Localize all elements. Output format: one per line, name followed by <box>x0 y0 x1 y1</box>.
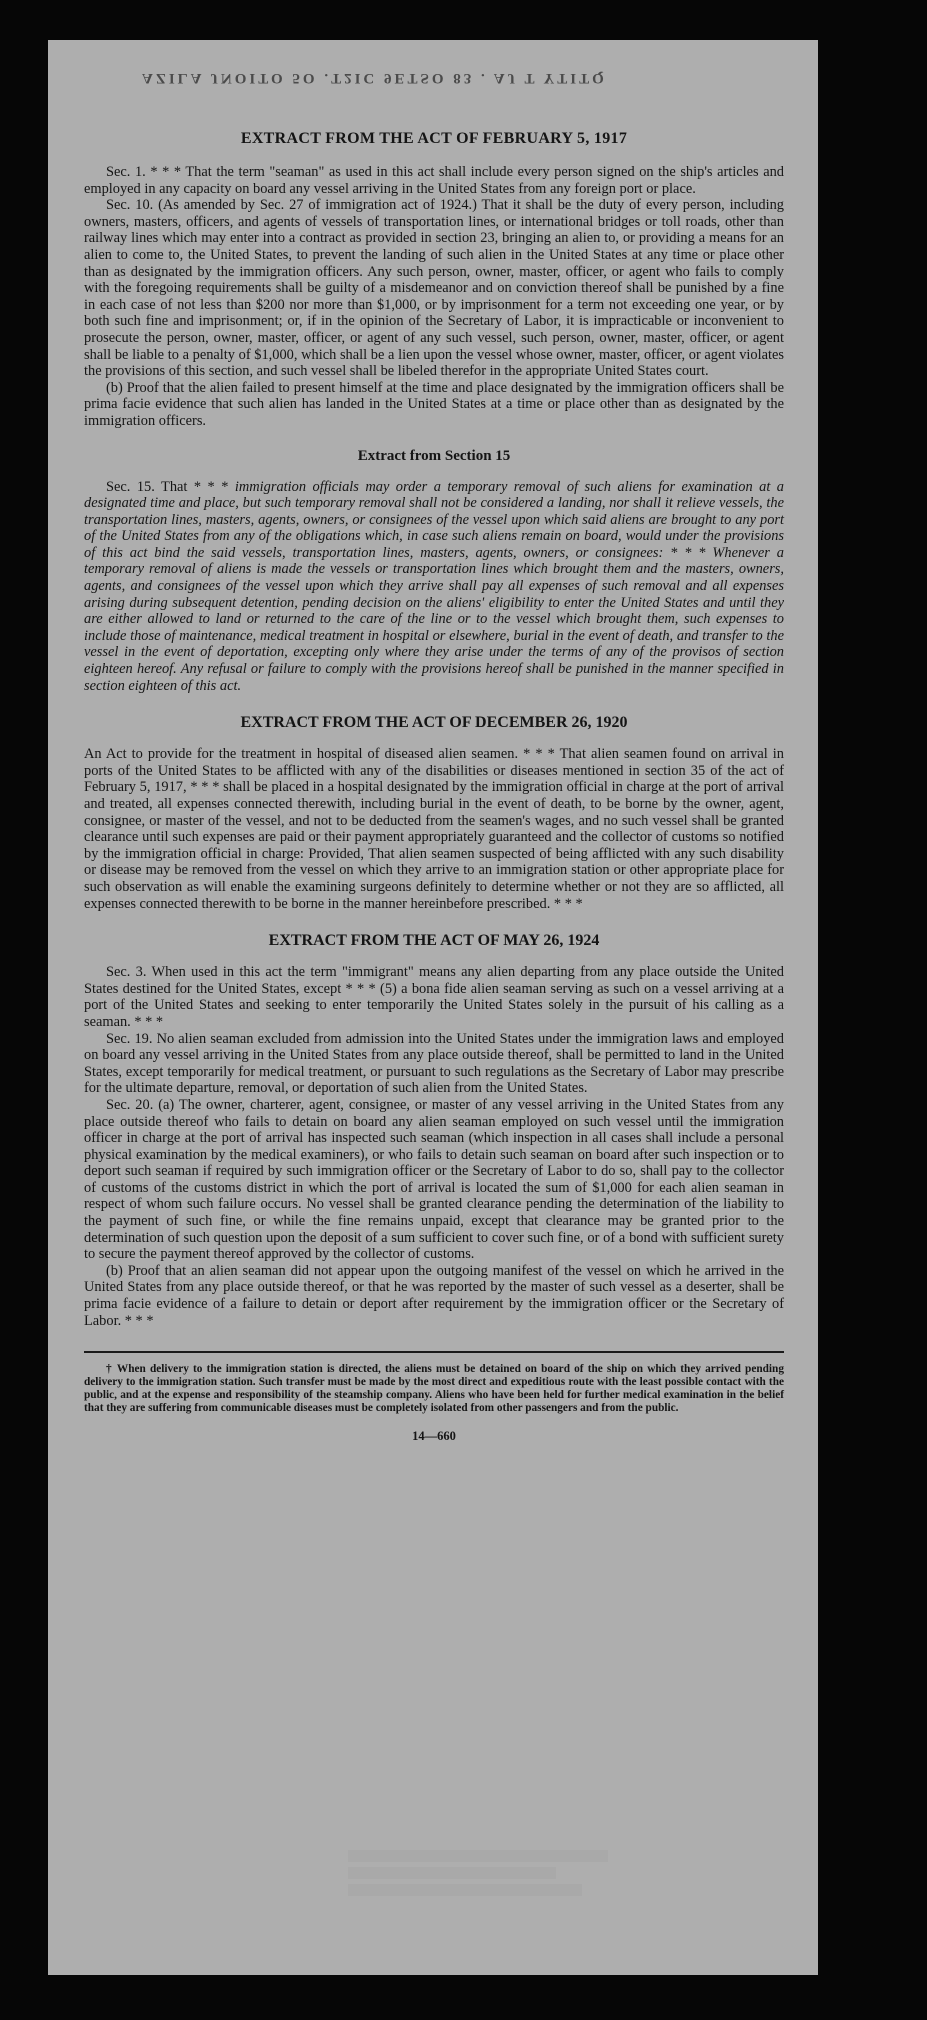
footnote: † When delivery to the immigration station is directed, the aliens must be detained on board of the ship on which they arrived pending delivery to the immigration station. Such transfer must be made by the most direct and expeditious route with the least possible contact with the public, and at the expense and responsibility of the steamship company. Aliens who have been held for further medical examination in the belief that they are suffering from communicable diseases must be completely isolated from other passengers and from the public. <box>84 1363 784 1415</box>
paragraph-sec-1: Sec. 1. * * * That the term "seaman" as used in this act shall include every person signed on the ship's articles and employed in any capacity on board any vessel arriving in the United States from any foreign port or place. <box>84 164 784 197</box>
sec-15-italic-body: immigration officials may order a temporary removal of such aliens for examination at a designated time and place, but such temporary removal shall not be considered a landing, nor shall it relieve vessels, the transportation lines, masters, agents, owners, or consignees of the vessel upon which said aliens are brought to any port of the United States from any of the obligations which, in case such aliens remain on board, would under the provisions of this act bind the said vessels, transportation lines, masters, agents, owners, or consignees: * * * Whenever a temporary removal of aliens is made the vessels or transportation lines which brought them and the masters, owners, agents, and consignees of the vessel upon which they arrive shall pay all expenses of such removal and all expenses arising during subsequent detention, pending decision on the aliens' eligibility to enter the United States and until they are either allowed to land or returned to the care of the line or to the vessel which brought them, such expenses to include those of maintenance, medical treatment in hospital or elsewhere, burial in the event of death, and transfer to the vessel in the event of deportation, excepting only where they arise under the terms of any of the provisos of section eighteen hereof. Any refusal or failure to comply with the provisions hereof shall be punished in the manner specified in section eighteen of this act. <box>84 478 784 694</box>
sec-15-lead: Sec. 15. That * * * <box>106 478 235 495</box>
heading-act-1924: EXTRACT FROM THE ACT OF MAY 26, 1924 <box>268 932 600 950</box>
heading-section-15: Extract from Section 15 <box>357 447 511 464</box>
paragraph-sec-10-b: (b) Proof that the alien failed to present himself at the time and place designated by the immigration officers shall be prima facie evidence that such alien has landed in the United States at a time or place other than as designated by the immigration officers. <box>84 379 784 429</box>
heading-act-1920: EXTRACT FROM THE ACT OF DECEMBER 26, 1920 <box>240 714 628 732</box>
paragraph-sec-20-a: Sec. 20. (a) The owner, charterer, agent, consignee, or master of any vessel arriving in the United States from any place outside thereof who fails to detain on board any alien seaman employed on such vessel until the immigration officer in charge at the port of arrival has inspected such seaman (which inspection in all cases shall include a personal physical examination by the medical examiners), or who fails to detain such seaman on board after such inspection or to deport such seaman if required by such immigration officer or the Secretary of Labor to do so, shall pay to the collector of customs of the customs district in which the port of arrival is located the sum of $1,000 for each alien seaman in respect of whom such failure occurs. No vessel shall be granted clearance pending the determination of the liability to the payment of such fine, or while the fine remains unpaid, except that clearance may be granted prior to the determination of such question upon the deposit of a sum sufficient to cover such fine, or of a bond with sufficient surety to secure the payment thereof approved by the collector of customs. <box>84 1096 784 1263</box>
bleed-through-lines <box>348 1850 608 1901</box>
paragraph-sec-19: Sec. 19. No alien seaman excluded from admission into the United States under the immigration laws and employed on board any vessel arriving in the United States from any place outside thereof, shall be permitted to land in the United States, except temporarily for medical treatment, or pursuant to such regulations as the Secretary of Labor may prescribe for the ultimate departure, removal, or deportation of such alien from the United States. <box>84 1030 784 1097</box>
paragraph-sec-15 <box>84 479 784 695</box>
form-number: 14—660 <box>412 1429 456 1444</box>
paragraph-sec-10: Sec. 10. (As amended by Sec. 27 of immigration act of 1924.) That it shall be the duty of every person, including owners, masters, officers, and agents of vessels of transportation lines, or international bridges or toll roads, other than railway lines which may enter into a contract as provided in section 23, bringing an alien to, or providing a means for an alien to come to, the United States, to prevent the landing of such alien in the United States at any time or place other than as designated by the immigration officers. Any such person, owner, master, officer, or agent who fails to comply with the foregoing requirements shall be guilty of a misdemeanor and on conviction thereof shall be punished by a fine in each case of not less than $200 nor more than $1,000, or by imprisonment for a term not exceeding one year, or by both such fine and imprisonment; or, if in the opinion of the Secretary of Labor, it is impracticable or inconvenient to prosecute the person, owner, master, officer, or agent of any such vessel, such person, owner, master, officer, or agent shall be liable to a penalty of $1,000, which shall be a lien upon the vessel whose owner, master, officer, or agent violates the provisions of this section, and such vessel shall be libeled therefor in the appropriate United States court. <box>84 197 784 380</box>
bleed-through-text: AZILA JNOITO 5O .T2IC 9ETSO 83 . AJ T YTITQ <box>142 70 607 86</box>
paragraph-sec-20-b: (b) Proof that an alien seaman did not appear upon the outgoing manifest of the vessel on which he arrived in the United States from any place outside thereof, or that he was reported by the master of such vessel as a deserter, shall be prima facie evidence of a failure to detain or deport after requirement by the immigration officer or the Secretary of Labor. * * * <box>84 1262 784 1329</box>
paragraph-act-1920: An Act to provide for the treatment in hospital of diseased alien seamen. * * * That alien seamen found on arrival in ports of the United States to be afflicted with any of the disabilities or diseases mentioned in section 35 of the act of February 5, 1917, * * * shall be placed in a hospital designated by the immigration official in charge at the port of arrival and treated, all expenses connected therewith, including burial in the event of death, to be borne by the owner, agent, consignee, or master of the vessel, and not to be deducted from the seamen's wages, and no such vessel shall be granted clearance until such expenses are paid or their payment appropriately guaranteed and the collector of customs so notified by the immigration official in charge: Provided, That alien seamen suspected of being afflicted with any such disability or disease may be removed from the vessel on which they arrive to an immigration station or other appropriate place for such observation as will enable the examining surgeons definitely to determine whether or not they are so afflicted, all expenses connected therewith to be borne in the manner hereinbefore prescribed. * * * <box>84 746 784 912</box>
footnote-divider <box>84 1351 784 1353</box>
paragraph-sec-3: Sec. 3. When used in this act the term "immigrant" means any alien departing from any place outside the United States destined for the United States, except * * * (5) a bona fide alien seaman serving as such on a vessel arriving at a port of the United States and seeking to enter temporarily the United States solely in the pursuit of his calling as a seaman. * * * <box>84 964 784 1030</box>
document-page <box>48 40 818 1975</box>
heading-act-1917: EXTRACT FROM THE ACT OF FEBRUARY 5, 1917 <box>240 130 628 147</box>
